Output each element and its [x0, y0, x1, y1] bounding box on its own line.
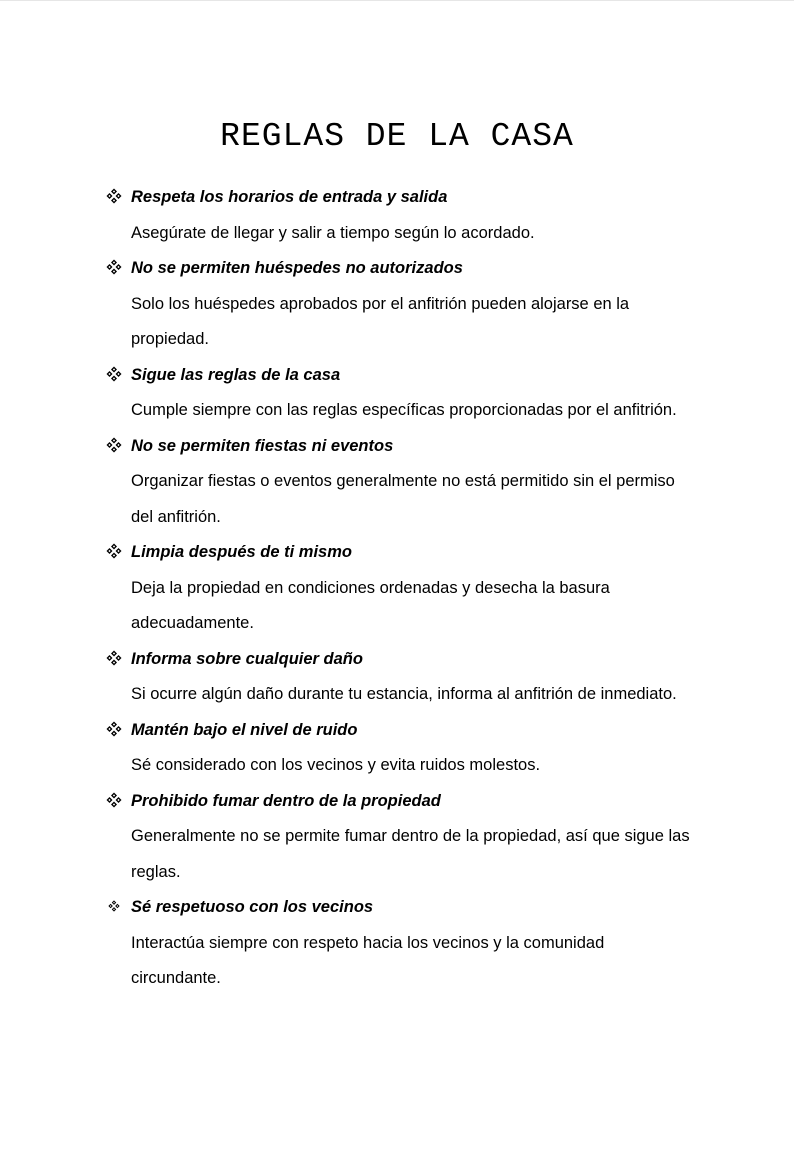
rule-description: Si ocurre algún daño durante tu estancia, informa al anfitrión de inmediato. — [131, 685, 677, 703]
rule-title: Informa sobre cualquier daño — [131, 649, 363, 668]
rules-list — [106, 180, 706, 997]
rule-description: Sé considerado con los vecinos y evita ruidos molestos. — [131, 756, 541, 774]
four-diamond-bullet-icon — [106, 792, 122, 808]
rule-item-2 — [106, 251, 706, 358]
rule-item-7 — [106, 713, 706, 784]
rule-description: Cumple siempre con las reglas específicas proporcionadas por el anfitrión. — [131, 401, 677, 419]
four-diamond-bullet-icon — [106, 188, 122, 204]
four-diamond-bullet-icon — [106, 437, 122, 453]
rule-item-4 — [106, 429, 706, 536]
rule-description: Organizar fiestas o eventos generalmente no está permitido sin el permiso del anfitrión. — [131, 472, 675, 526]
rule-description: Asegúrate de llegar y salir a tiempo según lo acordado. — [131, 223, 535, 242]
rule-item-8 — [106, 784, 706, 891]
rule-title: Prohibido fumar dentro de la propiedad — [131, 791, 441, 810]
four-diamond-bullet-icon — [106, 543, 122, 559]
four-diamond-bullet-icon — [108, 900, 120, 912]
rule-item-1 — [106, 180, 706, 251]
four-diamond-bullet-icon — [106, 650, 122, 666]
rule-title: No se permiten fiestas ni eventos — [131, 436, 394, 455]
rule-title: Mantén bajo el nivel de ruido — [131, 720, 358, 739]
four-diamond-bullet-icon — [106, 721, 122, 737]
rule-description: Deja la propiedad en condiciones ordenadas y desecha la basura adecuadamente. — [131, 578, 610, 632]
four-diamond-bullet-icon — [106, 366, 122, 382]
rule-title: Sé respetuoso con los vecinos — [131, 898, 374, 916]
rule-item-3 — [106, 358, 706, 429]
rule-description: Solo los huéspedes aprobados por el anfitrión pueden alojarse en la propiedad. — [131, 294, 630, 348]
rule-item-5 — [106, 535, 706, 642]
rule-item-9 — [106, 890, 706, 997]
rule-title: Limpia después de ti mismo — [131, 543, 352, 561]
rule-title: No se permiten huéspedes no autorizados — [131, 259, 463, 277]
rule-description: Interactúa siempre con respeto hacia los vecinos y la comunidad circundante. — [131, 933, 605, 987]
rule-title: Respeta los horarios de entrada y salida — [131, 188, 448, 206]
rule-item-6 — [106, 642, 706, 713]
four-diamond-bullet-icon — [106, 259, 122, 275]
page-title: REGLAS DE LA CASA — [220, 118, 574, 155]
rule-title: Sigue las reglas de la casa — [131, 365, 341, 384]
rule-description: Generalmente no se permite fumar dentro de la propiedad, así que sigue las reglas. — [131, 827, 690, 881]
